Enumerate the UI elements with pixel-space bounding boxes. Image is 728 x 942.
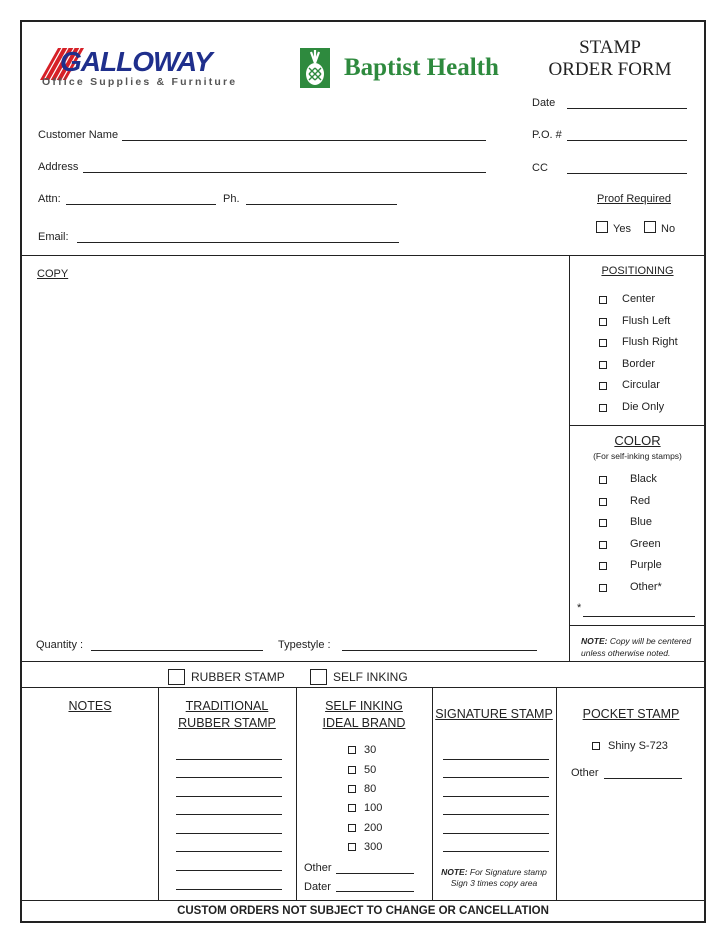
signature-header: SIGNATURE STAMP [435, 707, 553, 721]
color-asterisk: * [577, 602, 582, 614]
signature-line[interactable] [443, 814, 549, 815]
color-title: COLOR [614, 433, 661, 448]
color-option-purple: Purple [630, 559, 662, 571]
blue-checkbox[interactable] [599, 519, 607, 527]
size-option-80: 80 [364, 783, 377, 795]
address-label: Address [38, 161, 79, 173]
positioning-title: POSITIONING [601, 265, 674, 277]
signature-line[interactable] [443, 777, 549, 778]
color-option-other: Other* [630, 581, 662, 593]
copy-label: COPY [37, 268, 69, 280]
pocket-other-field[interactable] [604, 778, 682, 779]
flush-left-checkbox[interactable] [599, 318, 607, 326]
self-inking-header-line1: SELF INKING [325, 699, 403, 713]
pocket-option-label: Shiny S-723 [608, 740, 668, 752]
purple-checkbox[interactable] [599, 562, 607, 570]
galloway-tagline: Office Supplies & Furniture [42, 76, 238, 88]
self-inking-header [296, 698, 432, 732]
traditional-line[interactable] [176, 759, 282, 760]
galloway-logo [40, 48, 250, 90]
positioning-option-flush-left: Flush Left [622, 315, 671, 327]
size-100-checkbox[interactable] [348, 804, 356, 812]
signature-line[interactable] [443, 796, 549, 797]
stamp-type-bottom-divider [20, 687, 706, 688]
date-field[interactable] [567, 108, 687, 109]
traditional-line[interactable] [176, 796, 282, 797]
size-80-checkbox[interactable] [348, 785, 356, 793]
signature-line[interactable] [443, 851, 549, 852]
color-option-green: Green [630, 538, 661, 550]
sig-note-text-1: For Signature stamp [469, 867, 547, 877]
signature-note [432, 867, 556, 889]
quantity-field[interactable] [91, 650, 263, 651]
size-30-checkbox[interactable] [348, 746, 356, 754]
self-inking-checkbox[interactable] [310, 669, 327, 685]
footer-text: CUSTOM ORDERS NOT SUBJECT TO CHANGE OR CANCELLATION [177, 905, 549, 917]
galloway-name: GALLOWAY [60, 46, 212, 77]
stamp-type-top-divider [20, 661, 706, 662]
email-field[interactable] [77, 242, 399, 243]
size-200-checkbox[interactable] [348, 824, 356, 832]
proof-yes-label: Yes [613, 223, 631, 235]
center-checkbox[interactable] [599, 296, 607, 304]
header-divider [20, 255, 706, 256]
size-300-checkbox[interactable] [348, 843, 356, 851]
traditional-line[interactable] [176, 889, 282, 890]
customer-name-field[interactable] [122, 140, 486, 141]
red-checkbox[interactable] [599, 498, 607, 506]
pineapple-icon [300, 48, 330, 88]
traditional-line[interactable] [176, 777, 282, 778]
traditional-header-line1: TRADITIONAL [185, 699, 269, 713]
size-option-100: 100 [364, 802, 383, 814]
po-field[interactable] [567, 140, 687, 141]
phone-label: Ph. [223, 193, 240, 205]
typestyle-field[interactable] [342, 650, 537, 651]
note-bold: NOTE: [581, 636, 608, 646]
border-checkbox[interactable] [599, 361, 607, 369]
signature-line[interactable] [443, 759, 549, 760]
form-title-line1: STAMP [579, 37, 641, 58]
address-field[interactable] [83, 172, 486, 173]
notes-header: NOTES [68, 699, 112, 713]
baptist-logo [300, 48, 500, 90]
traditional-line[interactable] [176, 833, 282, 834]
other-color-checkbox[interactable] [599, 584, 607, 592]
color-note [581, 635, 691, 659]
other-color-field[interactable] [583, 616, 695, 617]
positioning-option-die-only: Die Only [622, 401, 665, 413]
other-label: Other [304, 862, 332, 874]
rubber-stamp-checkbox[interactable] [168, 669, 185, 685]
customer-name-label: Customer Name [38, 129, 119, 141]
sig-note-bold: NOTE: [441, 867, 468, 877]
proof-no-checkbox[interactable] [644, 221, 656, 233]
flush-right-checkbox[interactable] [599, 339, 607, 347]
dater-field[interactable] [336, 891, 414, 892]
phone-field[interactable] [246, 204, 397, 205]
po-label: P.O. # [532, 129, 562, 141]
die-only-checkbox[interactable] [599, 404, 607, 412]
positioning-option-circular: Circular [622, 379, 660, 391]
positioning-color-divider [569, 425, 706, 426]
dater-label: Dater [304, 881, 331, 893]
traditional-line[interactable] [176, 851, 282, 852]
pocket-header: POCKET STAMP [582, 707, 680, 721]
other-field[interactable] [336, 873, 414, 874]
positioning-option-flush-right: Flush Right [622, 336, 678, 348]
footer-divider [20, 900, 706, 901]
color-note-divider [569, 625, 706, 626]
proof-yes-checkbox[interactable] [596, 221, 608, 233]
size-50-checkbox[interactable] [348, 766, 356, 774]
positioning-option-border: Border [622, 358, 656, 370]
cc-field[interactable] [567, 173, 687, 174]
color-option-blue: Blue [630, 516, 653, 528]
signature-line[interactable] [443, 833, 549, 834]
sig-note-text-2: Sign 3 times copy area [450, 878, 538, 888]
shiny-s723-checkbox[interactable] [592, 742, 600, 750]
color-subtitle: (For self-inking stamps) [593, 451, 682, 461]
copy-area[interactable] [30, 285, 560, 625]
green-checkbox[interactable] [599, 541, 607, 549]
self-inking-header-line2: IDEAL BRAND [322, 716, 406, 730]
traditional-header [158, 698, 296, 732]
color-option-red: Red [630, 495, 651, 507]
quantity-label: Quantity : [36, 639, 84, 651]
proof-required-label: Proof Required [597, 193, 671, 205]
pocket-other-label: Other [571, 767, 599, 779]
date-label: Date [532, 97, 556, 109]
size-option-300: 300 [364, 841, 383, 853]
proof-no-label: No [661, 223, 676, 235]
positioning-option-center: Center [622, 293, 656, 305]
size-option-30: 30 [364, 744, 377, 756]
traditional-header-line2: RUBBER STAMP [178, 716, 276, 730]
typestyle-label: Typestyle : [278, 639, 331, 651]
note-text-1: Copy will be centered [609, 636, 692, 646]
email-label: Email: [38, 231, 69, 243]
note-text-2: unless otherwise noted. [581, 648, 671, 658]
size-option-200: 200 [364, 822, 383, 834]
size-option-50: 50 [364, 764, 377, 776]
circular-checkbox[interactable] [599, 382, 607, 390]
color-option-black: Black [630, 473, 657, 485]
traditional-line[interactable] [176, 814, 282, 815]
traditional-line[interactable] [176, 870, 282, 871]
self-inking-label: SELF INKING [333, 670, 408, 684]
attn-label: Attn: [38, 193, 61, 205]
form-title [530, 37, 690, 81]
black-checkbox[interactable] [599, 476, 607, 484]
attn-field[interactable] [66, 204, 216, 205]
form-title-line2: ORDER FORM [548, 59, 672, 80]
rubber-stamp-label: RUBBER STAMP [191, 670, 285, 684]
baptist-name: Baptist Health [344, 54, 499, 81]
cc-label: CC [532, 162, 548, 174]
